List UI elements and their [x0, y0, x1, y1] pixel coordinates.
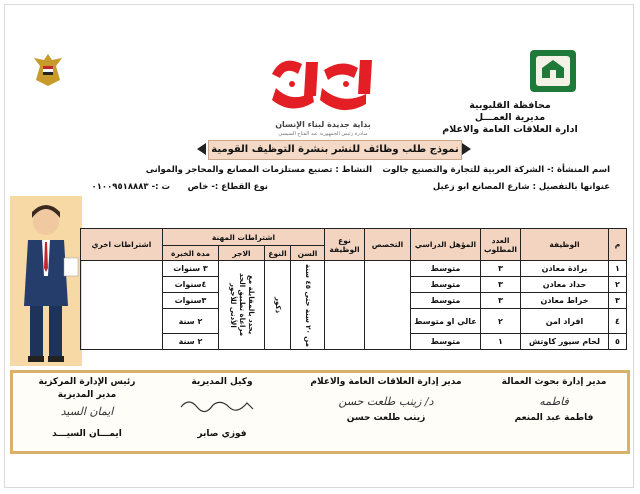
- row-qualification: متوسط: [411, 334, 481, 350]
- row-experience: ٢ سنة: [163, 334, 219, 350]
- row-job: برادة معادن: [521, 261, 609, 277]
- government-header: [420, 100, 600, 136]
- header-experience: مدة الخبرة: [163, 246, 219, 261]
- signature-name: ايمـــان السيـــد: [52, 429, 122, 439]
- header-other-reqs: اشتراطات اخري: [81, 229, 163, 261]
- row-experience: ٣ سنوات: [163, 261, 219, 277]
- signature-name: فوزي صابر: [197, 429, 247, 439]
- row-other-reqs: [81, 261, 163, 350]
- row-num: ١: [609, 261, 627, 277]
- row-specialty: [365, 261, 411, 350]
- header-qualification: المؤهل الدراسي: [411, 229, 481, 261]
- brand-tagline: بداية جديدة لبناء الإنسان: [275, 120, 371, 129]
- row-experience: ٣سنوات: [163, 293, 219, 309]
- row-experience: ٢ سنة: [163, 309, 219, 334]
- row-num: ٥: [609, 334, 627, 350]
- merged-wage: يحدد بالمقابلة مع مراعاة تطبيق الحد الأدنى للأجور: [219, 261, 265, 350]
- company-phone: ت :- ٠١٠٠٩٥١٨٨٨٣: [91, 182, 170, 192]
- header-job-type: نوع الوظيفة: [325, 229, 365, 261]
- header-specialty: التخصص: [365, 229, 411, 261]
- title-arrow-left-icon: [197, 143, 206, 155]
- header-gender: النوع: [265, 246, 291, 261]
- signature-title-2: مدير المديرية: [57, 390, 117, 400]
- row-job-type: [325, 261, 365, 350]
- row-count: ٢: [481, 309, 521, 334]
- form-title: نموذج طلب وظائف للنشر بنشرة التوظيف القومية: [208, 140, 462, 160]
- signature-scrawl: فاطمه: [539, 395, 569, 408]
- qalyubia-logo-icon: [528, 48, 578, 94]
- row-num: ٣: [609, 293, 627, 309]
- row-num: ٤: [609, 309, 627, 334]
- row-experience: ٤سنوات: [163, 277, 219, 293]
- table-header-row: [81, 229, 627, 246]
- brand-subline: مبادرة رئيس الجمهورية عبد الفتاح السيسي: [278, 131, 368, 137]
- header-job: الوظيفة: [521, 229, 609, 261]
- header-count: العدد المطلوب: [481, 229, 521, 261]
- row-num: ٢: [609, 277, 627, 293]
- company-address: عنوانها بالتفصيل : شارع المصانع ابو زعبل: [432, 182, 610, 192]
- row-job: افراد امن: [521, 309, 609, 334]
- row-count: ٣: [481, 277, 521, 293]
- header-profession-reqs: اشتراطات المهنة: [163, 229, 325, 246]
- company-name: اسم المنشأة :- الشركة العربية للتجارة والتصنيع جالوت: [382, 165, 610, 175]
- eagle-emblem-icon: [30, 50, 66, 90]
- row-qualification: متوسط: [411, 293, 481, 309]
- signature-scrawl: ايمان السيد: [60, 405, 114, 418]
- row-count: ٣: [481, 261, 521, 277]
- signature-name: زينب طلعت حسن: [346, 413, 426, 423]
- title-arrow-right-icon: [462, 143, 471, 155]
- signature-scrawl-icon: [177, 393, 257, 415]
- signature-title: مدير إدارة العلاقات العامة والاعلام: [310, 377, 462, 387]
- signature-title: رئيس الإدارة المركزية: [38, 377, 136, 387]
- directorate-name: مديرية العمـــل: [474, 112, 546, 123]
- governorate-name: محافظة القليوبية: [469, 100, 551, 111]
- header-age: السن: [291, 246, 325, 261]
- merged-gender: ذكور: [265, 261, 291, 350]
- row-qualification: متوسط: [411, 261, 481, 277]
- signature-name: فاطمة عبد المنعم: [514, 413, 594, 423]
- merged-age: من ٢٠ سنة حتى ٤٥ سنة: [291, 261, 325, 350]
- businessman-illustration-icon: [10, 196, 82, 366]
- row-count: ٣: [481, 293, 521, 309]
- row-qualification: عالي او متوسط: [411, 309, 481, 334]
- row-job: حداد معادن: [521, 277, 609, 293]
- header-wage: الاجر: [219, 246, 265, 261]
- jobs-table: [80, 228, 627, 350]
- company-activity: النشاط : تصنيع مستلزمات المصانع والمحاجر والموانى: [145, 165, 372, 175]
- row-job: لحام سيور كاوتش: [521, 334, 609, 350]
- department-name: ادارة العلاقات العامة والاعلام: [442, 124, 578, 135]
- header-num: م: [609, 229, 627, 261]
- signature-title: وكيل المديرية: [191, 377, 253, 387]
- row-qualification: متوسط: [411, 277, 481, 293]
- signature-scrawl: د/ زينب طلعت حسن: [338, 395, 434, 408]
- row-count: ١: [481, 334, 521, 350]
- company-sector: نوع القطاع :- خاص: [187, 182, 268, 192]
- signatures-box: [10, 370, 630, 454]
- table-row: [81, 261, 627, 277]
- signature-title: مدير إدارة بحوث العمالة: [501, 377, 607, 387]
- row-job: خراط معادن: [521, 293, 609, 309]
